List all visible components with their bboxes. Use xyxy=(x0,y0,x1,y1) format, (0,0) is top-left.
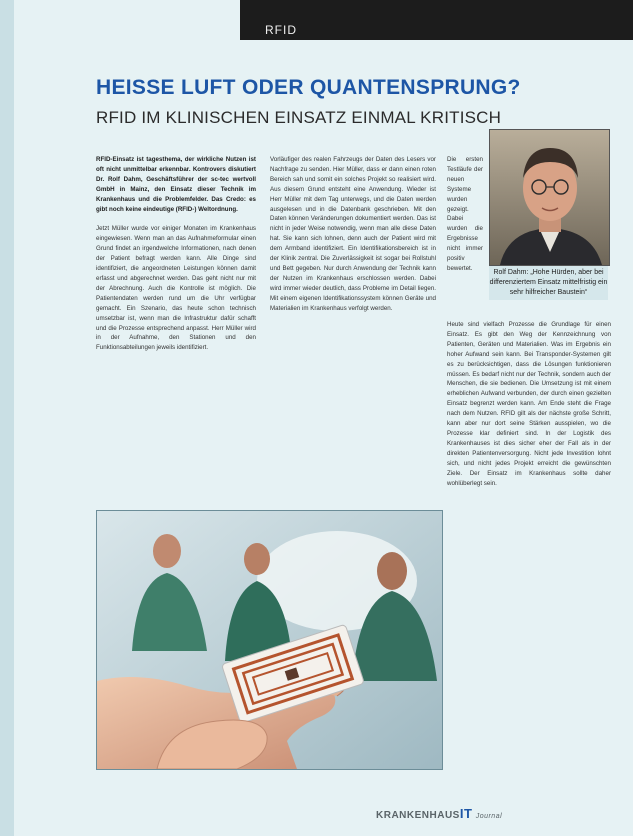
magazine-logo xyxy=(376,806,502,821)
rfid-tag-photo xyxy=(96,510,443,770)
article-body-1: Jetzt Müller wurde vor einiger Monaten im Krankenhaus eingewiesen. Wenn man an das Aufnahmeformular einen Grund findet an irgendwelche Informationen, nach denen der Patient befragt werden kann. Alle Dinge sind identifiziert, die angeordneten Leistungen können damit erfasst und abgerechnet werden. Das geht nicht nur mit der Abrechnung. Auch die Kontrolle ist möglich. Die Patientendaten werden rund um die Uhr verfügbar gemacht. Ein Szenario, das heute schon technisch umsetzbar ist, wenn man die Infrastruktur dafür schafft und die Prozesse entsprechend anpasst. Herr Müller wird in der Aufnahme, den Stationen und den Funktionsabteilungen jeweils identifiziert. xyxy=(96,225,256,352)
article-body-2: Vorläufiger des realen Fahrzeugs der Daten des Lesers vor Nachfrage zu senden. Hier Müller, dass er dann einen roten Bereich sah und somit ein solches Projekt so realisiert wird. Aus diesem Grund entsteht eine Anwendung. Wieder ist Herr Müller mit dem Tag unterwegs, und die Daten werden ausgelesen und in die Datenbank geschrieben. Mit den Daten können Veränderungen dokumentiert werden. Das ist nicht in jeder Weise notwendig, wenn man alle diese Daten hat. Sie kann sich lohnen, denn auch der Patient wird mit dem Armband identifiziert. Ein Identifikationsbereich ist in der Klinik zentral. Die Zuverlässigkeit ist sogar bei Rollstuhl und Bett gegeben. Nur durch Anwendung der Technik kann der Nutzen im Krankenhaus erschlossen werden. Dabei wird immer wieder deutlich, dass Probleme im Detail liegen. Mit einem eigenen Identifikationssystem können Geräte und Materialien im Krankenhaus verfolgt werden. xyxy=(270,156,436,312)
article-body-3a: Die ersten Testläufe der neuen Systeme wurden gezeigt. Dabei wurden die Ergebnisse nicht immer positiv bewertet. xyxy=(447,156,483,272)
portrait-photo xyxy=(489,129,610,266)
portrait-caption: Rolf Dahm: „Hohe Hürden, aber bei differenziertem Einsatz mittelfristig ein sehr hilfreicher Baustein“ xyxy=(489,266,608,300)
page-edge xyxy=(0,0,14,836)
text-column-3 xyxy=(447,320,611,768)
article-headline: HEISSE LUFT ODER QUANTENSPRUNG? xyxy=(96,76,521,99)
article-body-3b: Heute sind vielfach Prozesse die Grundlage für einen Einsatz. Es gibt den Weg der Kennzeichnung von Patienten, Geräten und Materialien. Was im Ergebnis ein hoher Aufwand sein kann. Bei Transponder-Systemen gilt es zu berücksichtigen, dass die Lösungen funktionieren müssen. Es bedarf nicht nur der Technik, sondern auch der Menschen, die sie bedienen. Die Umsetzung ist mit einem erheblichen Aufwand verbunden, der durch einen gezielten Einsatz begrenzt werden kann. Am Ende steht die Frage nach dem Nutzen. RFID gilt als der nächste große Schritt, kann aber nur dort seine Stärken ausspielen, wo die Prozesse klar definiert sind. In der Logistik des Krankenhauses ist dies sicher eher der Fall als in der direkten Patientenversorgung. Nicht jede Investition lohnt sich, und nicht jedes Projekt erreicht die gewünschten Ziele. Der Einsatz im Krankenhaus sollte daher wohlüberlegt sein. xyxy=(447,321,611,487)
logo-brand: KRANKENHAUS xyxy=(376,810,460,821)
section-header-bar xyxy=(240,0,633,40)
text-column-3-top xyxy=(447,155,483,321)
logo-it: IT xyxy=(459,806,473,821)
text-column-1 xyxy=(96,155,256,510)
text-column-2 xyxy=(270,155,436,510)
logo-sub: Journal xyxy=(475,813,503,820)
article-subheadline: RFID IM KLINISCHEN EINSATZ EINMAL KRITISCH xyxy=(96,108,502,127)
section-label: RFID xyxy=(265,23,297,37)
article-lead: RFID-Einsatz ist tagesthema, der wirkliche Nutzen ist oft nicht unmittelbar erkennbar. Kontrovers diskutiert Dr. Rolf Dahm, Geschäftsführer der sc-tec wertvoll GmbH in Mainz, den Einsatz dieser Technik im Krankenhaus und die Problemfelder. Das Credo: es gibt noch keine eindeutige (RFID-) Weltordnung. xyxy=(96,156,256,213)
